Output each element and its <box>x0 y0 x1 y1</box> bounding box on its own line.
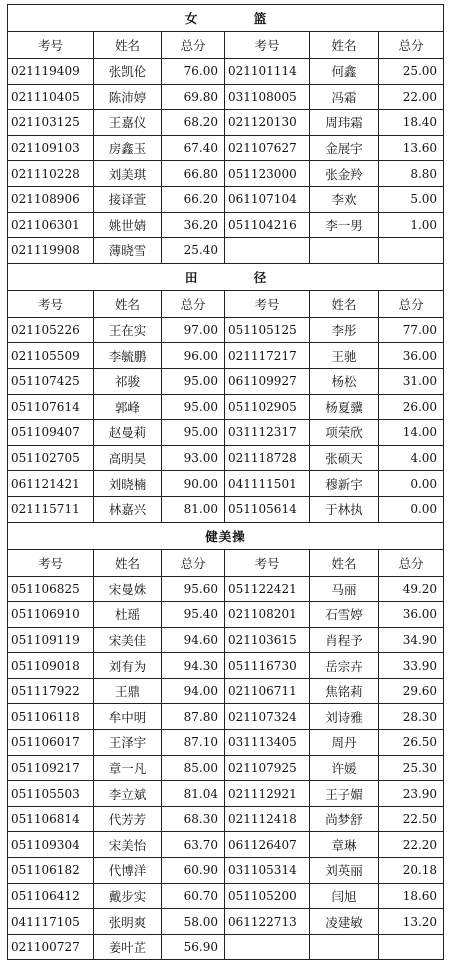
total-score <box>379 934 444 960</box>
student-name: 李欢 <box>310 186 379 212</box>
total-score: 0.00 <box>379 496 444 522</box>
student-name: 刘英丽 <box>310 858 379 884</box>
exam-id: 041111501 <box>225 471 310 497</box>
exam-id: 021105509 <box>8 343 94 369</box>
student-name: 代博洋 <box>94 858 162 884</box>
exam-id: 021107627 <box>225 135 310 161</box>
column-header: 总分 <box>379 549 444 576</box>
total-score: 31.00 <box>379 368 444 394</box>
student-name: 焦铭莉 <box>310 678 379 704</box>
total-score: 25.30 <box>379 755 444 781</box>
student-name: 石雪婷 <box>310 602 379 628</box>
student-name: 房鑫玉 <box>94 135 162 161</box>
total-score: 95.00 <box>162 394 225 420</box>
student-name: 王嘉仪 <box>94 110 162 136</box>
table-row <box>8 730 444 756</box>
total-score: 68.20 <box>162 110 225 136</box>
exam-id: 031112317 <box>225 420 310 446</box>
student-name: 许媛 <box>310 755 379 781</box>
total-score: 63.70 <box>162 832 225 858</box>
student-name: 王鼎 <box>94 678 162 704</box>
column-header: 姓名 <box>310 290 379 317</box>
total-score: 13.60 <box>379 135 444 161</box>
exam-id: 031113405 <box>225 730 310 756</box>
section-title-row <box>8 5 444 32</box>
total-score: 56.90 <box>162 934 225 960</box>
total-score: 93.00 <box>162 445 225 471</box>
table-row <box>8 394 444 420</box>
column-header: 考号 <box>8 549 94 576</box>
student-name <box>310 238 379 264</box>
total-score: 23.90 <box>379 781 444 807</box>
table-row <box>8 627 444 653</box>
exam-id: 031105314 <box>225 858 310 884</box>
student-name: 刘有为 <box>94 653 162 679</box>
exam-id <box>225 934 310 960</box>
exam-id: 021103125 <box>8 110 94 136</box>
table-row <box>8 934 444 960</box>
total-score: 95.60 <box>162 576 225 602</box>
student-name: 何鑫 <box>310 59 379 85</box>
column-header-row <box>8 32 444 59</box>
exam-id: 061109927 <box>225 368 310 394</box>
exam-id: 051102705 <box>8 445 94 471</box>
total-score: 25.40 <box>162 238 225 264</box>
exam-id: 051123000 <box>225 161 310 187</box>
student-name: 姚世婧 <box>94 212 162 238</box>
total-score: 66.20 <box>162 186 225 212</box>
exam-id: 021118728 <box>225 445 310 471</box>
total-score: 95.00 <box>162 368 225 394</box>
table-row <box>8 653 444 679</box>
student-name: 李彤 <box>310 317 379 343</box>
exam-id: 061122713 <box>225 909 310 935</box>
student-name: 林嘉兴 <box>94 496 162 522</box>
student-name: 宋曼姝 <box>94 576 162 602</box>
column-header: 姓名 <box>94 290 162 317</box>
exam-id: 051109217 <box>8 755 94 781</box>
exam-id: 021105226 <box>8 317 94 343</box>
total-score: 25.00 <box>379 59 444 85</box>
total-score: 28.30 <box>379 704 444 730</box>
table-row <box>8 883 444 909</box>
total-score: 26.00 <box>379 394 444 420</box>
score-table <box>7 4 444 960</box>
column-header: 考号 <box>225 290 310 317</box>
total-score: 94.00 <box>162 678 225 704</box>
student-name: 杜瑶 <box>94 602 162 628</box>
total-score: 33.90 <box>379 653 444 679</box>
table-row <box>8 368 444 394</box>
column-header: 姓名 <box>310 549 379 576</box>
column-header: 姓名 <box>94 549 162 576</box>
student-name: 章一凡 <box>94 755 162 781</box>
total-score: 90.00 <box>162 471 225 497</box>
table-row <box>8 212 444 238</box>
section-title: 女 篮 <box>8 5 444 32</box>
exam-id: 061121421 <box>8 471 94 497</box>
column-header: 考号 <box>225 549 310 576</box>
total-score: 8.80 <box>379 161 444 187</box>
exam-id <box>225 238 310 264</box>
exam-id: 021110228 <box>8 161 94 187</box>
total-score: 20.18 <box>379 858 444 884</box>
table-row <box>8 186 444 212</box>
table-row <box>8 59 444 85</box>
exam-id: 051106825 <box>8 576 94 602</box>
exam-id: 021112418 <box>225 806 310 832</box>
student-name: 王子媚 <box>310 781 379 807</box>
total-score: 96.00 <box>162 343 225 369</box>
student-name: 王在实 <box>94 317 162 343</box>
student-name: 金展宇 <box>310 135 379 161</box>
student-name: 牟中明 <box>94 704 162 730</box>
exam-id: 021119409 <box>8 59 94 85</box>
exam-id: 021100727 <box>8 934 94 960</box>
table-row <box>8 806 444 832</box>
student-name <box>310 934 379 960</box>
section-title: 健美操 <box>8 522 444 549</box>
column-header: 考号 <box>8 32 94 59</box>
student-name: 代芳芳 <box>94 806 162 832</box>
exam-id: 051109304 <box>8 832 94 858</box>
student-name: 周玮霜 <box>310 110 379 136</box>
total-score: 77.00 <box>379 317 444 343</box>
exam-id: 021110405 <box>8 84 94 110</box>
student-name: 肖程予 <box>310 627 379 653</box>
total-score: 94.30 <box>162 653 225 679</box>
total-score: 5.00 <box>379 186 444 212</box>
exam-id: 051109018 <box>8 653 94 679</box>
exam-id: 051109119 <box>8 627 94 653</box>
table-row <box>8 704 444 730</box>
student-name: 宋美怡 <box>94 832 162 858</box>
exam-id: 021120130 <box>225 110 310 136</box>
exam-id: 061126407 <box>225 832 310 858</box>
student-name: 张明爽 <box>94 909 162 935</box>
exam-id: 051105125 <box>225 317 310 343</box>
table-row <box>8 317 444 343</box>
column-header: 总分 <box>379 290 444 317</box>
table-row <box>8 832 444 858</box>
exam-id: 051116730 <box>225 653 310 679</box>
total-score: 66.80 <box>162 161 225 187</box>
student-name: 张金羚 <box>310 161 379 187</box>
student-name: 杨夏骥 <box>310 394 379 420</box>
exam-id: 051106118 <box>8 704 94 730</box>
exam-id: 051109407 <box>8 420 94 446</box>
total-score: 68.30 <box>162 806 225 832</box>
student-name: 李毓鹏 <box>94 343 162 369</box>
total-score: 81.04 <box>162 781 225 807</box>
student-name: 闫旭 <box>310 883 379 909</box>
student-name: 尚梦舒 <box>310 806 379 832</box>
total-score: 14.00 <box>379 420 444 446</box>
table-row <box>8 161 444 187</box>
exam-id: 041117105 <box>8 909 94 935</box>
total-score: 1.00 <box>379 212 444 238</box>
table-row <box>8 471 444 497</box>
total-score: 34.90 <box>379 627 444 653</box>
exam-id: 051105614 <box>225 496 310 522</box>
total-score: 36.00 <box>379 343 444 369</box>
table-row <box>8 602 444 628</box>
exam-id: 021117217 <box>225 343 310 369</box>
total-score: 22.50 <box>379 806 444 832</box>
exam-id: 051107614 <box>8 394 94 420</box>
total-score: 18.60 <box>379 883 444 909</box>
section-title-row <box>8 522 444 549</box>
exam-id: 021112921 <box>225 781 310 807</box>
student-name: 陈沛婷 <box>94 84 162 110</box>
student-name: 李立斌 <box>94 781 162 807</box>
exam-id: 051102905 <box>225 394 310 420</box>
exam-id: 051104216 <box>225 212 310 238</box>
table-row <box>8 781 444 807</box>
student-name: 章琳 <box>310 832 379 858</box>
exam-id: 021103615 <box>225 627 310 653</box>
student-name: 周丹 <box>310 730 379 756</box>
total-score: 0.00 <box>379 471 444 497</box>
student-name: 祁骏 <box>94 368 162 394</box>
student-name: 张硕天 <box>310 445 379 471</box>
total-score <box>379 238 444 264</box>
column-header: 考号 <box>8 290 94 317</box>
student-name: 高明昊 <box>94 445 162 471</box>
exam-id: 021107324 <box>225 704 310 730</box>
exam-id: 051122421 <box>225 576 310 602</box>
column-header-row <box>8 549 444 576</box>
total-score: 67.40 <box>162 135 225 161</box>
total-score: 69.80 <box>162 84 225 110</box>
table-row <box>8 496 444 522</box>
exam-id: 061107104 <box>225 186 310 212</box>
total-score: 95.00 <box>162 420 225 446</box>
student-name: 凌建敏 <box>310 909 379 935</box>
exam-id: 021101114 <box>225 59 310 85</box>
student-name: 杨松 <box>310 368 379 394</box>
exam-id: 051106910 <box>8 602 94 628</box>
table-row <box>8 576 444 602</box>
table-row <box>8 755 444 781</box>
total-score: 94.60 <box>162 627 225 653</box>
exam-id: 051106412 <box>8 883 94 909</box>
exam-id: 021107925 <box>225 755 310 781</box>
table-row <box>8 135 444 161</box>
total-score: 60.70 <box>162 883 225 909</box>
student-name: 岳宗卉 <box>310 653 379 679</box>
column-header: 总分 <box>379 32 444 59</box>
student-name: 薄晓雪 <box>94 238 162 264</box>
column-header-row <box>8 290 444 317</box>
table-row <box>8 858 444 884</box>
student-name: 王驰 <box>310 343 379 369</box>
student-name: 郭峰 <box>94 394 162 420</box>
total-score: 87.80 <box>162 704 225 730</box>
total-score: 95.40 <box>162 602 225 628</box>
total-score: 81.00 <box>162 496 225 522</box>
exam-id: 051105503 <box>8 781 94 807</box>
exam-id: 021108201 <box>225 602 310 628</box>
column-header: 总分 <box>162 549 225 576</box>
column-header: 总分 <box>162 290 225 317</box>
section-title-row <box>8 263 444 290</box>
student-name: 戴步实 <box>94 883 162 909</box>
exam-id: 051106182 <box>8 858 94 884</box>
exam-id: 051117922 <box>8 678 94 704</box>
exam-id: 021106711 <box>225 678 310 704</box>
total-score: 4.00 <box>379 445 444 471</box>
student-name: 项荣欣 <box>310 420 379 446</box>
total-score: 76.00 <box>162 59 225 85</box>
student-name: 马丽 <box>310 576 379 602</box>
student-name: 穆新宇 <box>310 471 379 497</box>
student-name: 刘诗雅 <box>310 704 379 730</box>
column-header: 考号 <box>225 32 310 59</box>
total-score: 58.00 <box>162 909 225 935</box>
student-name: 宋美佳 <box>94 627 162 653</box>
total-score: 36.20 <box>162 212 225 238</box>
exam-id: 021106301 <box>8 212 94 238</box>
total-score: 22.20 <box>379 832 444 858</box>
table-row <box>8 110 444 136</box>
table-row <box>8 909 444 935</box>
student-name: 姜叶芷 <box>94 934 162 960</box>
table-row <box>8 678 444 704</box>
table-row <box>8 343 444 369</box>
student-name: 王泽宇 <box>94 730 162 756</box>
student-name: 张凯伦 <box>94 59 162 85</box>
total-score: 97.00 <box>162 317 225 343</box>
total-score: 85.00 <box>162 755 225 781</box>
exam-id: 021108906 <box>8 186 94 212</box>
exam-id: 021115711 <box>8 496 94 522</box>
column-header: 姓名 <box>94 32 162 59</box>
total-score: 13.20 <box>379 909 444 935</box>
total-score: 26.50 <box>379 730 444 756</box>
student-name: 刘美琪 <box>94 161 162 187</box>
student-name: 冯霜 <box>310 84 379 110</box>
exam-id: 051105200 <box>225 883 310 909</box>
table-row <box>8 445 444 471</box>
section-title: 田 径 <box>8 263 444 290</box>
student-name: 赵曼莉 <box>94 420 162 446</box>
student-name: 刘晓楠 <box>94 471 162 497</box>
student-name: 于林执 <box>310 496 379 522</box>
total-score: 36.00 <box>379 602 444 628</box>
column-header: 姓名 <box>310 32 379 59</box>
total-score: 22.00 <box>379 84 444 110</box>
table-row <box>8 420 444 446</box>
exam-id: 021109103 <box>8 135 94 161</box>
exam-id: 051106017 <box>8 730 94 756</box>
exam-id: 051107425 <box>8 368 94 394</box>
student-name: 接译萱 <box>94 186 162 212</box>
total-score: 49.20 <box>379 576 444 602</box>
table-row <box>8 238 444 264</box>
exam-id: 051106814 <box>8 806 94 832</box>
student-name: 李一男 <box>310 212 379 238</box>
total-score: 29.60 <box>379 678 444 704</box>
total-score: 60.90 <box>162 858 225 884</box>
column-header: 总分 <box>162 32 225 59</box>
total-score: 87.10 <box>162 730 225 756</box>
exam-id: 021119908 <box>8 238 94 264</box>
exam-id: 031108005 <box>225 84 310 110</box>
table-row <box>8 84 444 110</box>
total-score: 18.40 <box>379 110 444 136</box>
